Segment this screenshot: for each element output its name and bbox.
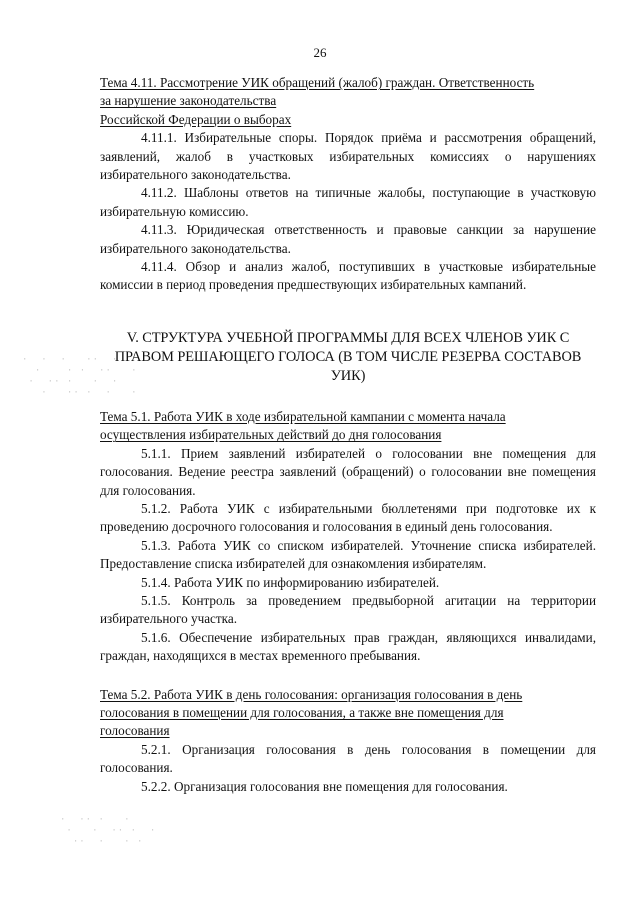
spacer <box>100 386 596 408</box>
topic-title <box>100 686 596 741</box>
topic-title-line: голосования <box>100 723 170 739</box>
item-5-1-5: 5.1.5. Контроль за проведением предвыборной агитации на территории избирательного участка. <box>100 592 596 627</box>
item-4-11-2: 4.11.2. Шаблоны ответов на типичные жалобы, поступающие в участковую избирательную комиссию. <box>100 185 596 219</box>
section-v-title: V. СТРУКТУРА УЧЕБНОЙ ПРОГРАММЫ ДЛЯ ВСЕХ ЧЛЕНОВ УИК С ПРАВОМ РЕШАЮЩЕГО ГОЛОСА (В ТОМ ЧИСЛЕ РЕЗЕРВА СОСТАВОВ УИК) <box>114 329 582 384</box>
topic-title <box>100 74 596 129</box>
item-5-1-4: 5.1.4. Работа УИК по информированию избирателей. <box>141 574 440 590</box>
scan-artifact: · · · ·· · · · · ·· · · ·· · · · · ·· · · · <box>22 355 138 398</box>
topic-title-line: Российской Федерации о выборах <box>100 111 292 127</box>
item-5-2-2: 5.2.2. Организация голосования вне помещения для голосования. <box>141 778 508 794</box>
document-body <box>100 74 596 796</box>
item-4-11-3: 4.11.3. Юридическая ответственность и правовые санкции за нарушение избирательного законодательства. <box>100 222 596 256</box>
item-5-1-6: 5.1.6. Обеспечение избирательных прав граждан, являющихся инвалидами, граждан, находящихся в местах временного пребывания. <box>100 629 596 664</box>
topic-5-2 <box>100 686 596 796</box>
topic-title <box>100 408 596 445</box>
topic-5-1 <box>100 408 596 666</box>
item-4-11-1: 4.11.1. Избирательные споры. Порядок приёма и рассмотрения обращений, заявлений, жалоб в участковых избирательных комиссиях о нарушениях избирательного законодательства. <box>100 130 596 183</box>
topic-title-line: голосования в помещении для голосования, а также вне помещения для <box>100 704 504 720</box>
spacer <box>100 666 596 686</box>
page-number: 26 <box>313 45 327 60</box>
topic-title-line: осуществления избирательных действий до дня голосования <box>100 427 442 443</box>
item-5-1-3: 5.1.3. Работа УИК со списком избирателей. Уточнение списка избирателей. Предоставление списка избирателей для ознакомления избирателям. <box>100 537 596 572</box>
topic-4-11 <box>100 74 596 295</box>
topic-title-line: Тема 4.11. Рассмотрение УИК обращений (жалоб) граждан. Ответственность <box>100 75 535 90</box>
item-5-1-2: 5.1.2. Работа УИК с избирательными бюллетенями при подготовке их к проведению досрочного голосования и голосования в единый день голосования. <box>100 500 596 535</box>
item-4-11-4: 4.11.4. Обзор и анализ жалоб, поступивших в участковые избирательные комиссии в период проведения предшествующих избирательных кампаний. <box>100 259 596 293</box>
scan-artifact: · ·· · · · · ·· · · ·· · · · <box>60 815 157 847</box>
topic-title-line: Тема 5.1. Работа УИК в ходе избирательной кампании с момента начала <box>100 408 506 424</box>
item-5-2-1: 5.2.1. Организация голосования в день голосования в помещении для голосования. <box>100 741 596 776</box>
topic-title-line: за нарушение законодательства <box>100 93 277 109</box>
topic-title-line: Тема 5.2. Работа УИК в день голосования: организация голосования в день <box>100 686 523 702</box>
item-5-1-1: 5.1.1. Прием заявлений избирателей о голосовании вне помещения для голосования. Ведение реестра заявлений (обращений) о голосовании вне помещения для голосования. <box>100 445 596 498</box>
